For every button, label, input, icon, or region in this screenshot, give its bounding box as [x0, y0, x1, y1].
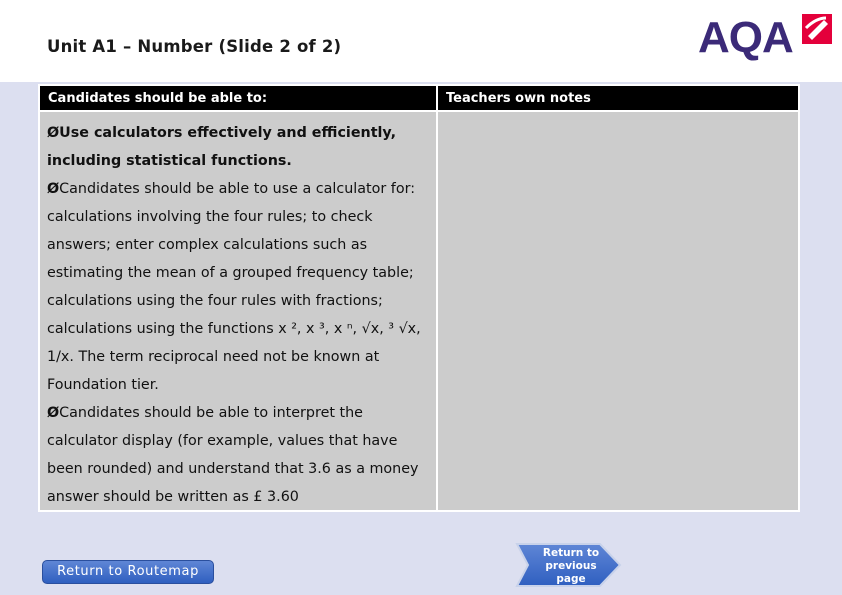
- bullet-text: Use calculators effectively and efficiently, including statistical functions.: [47, 125, 397, 169]
- prev-button-label: [534, 547, 608, 586]
- column-header-candidates: Candidates should be able to:: [39, 85, 437, 111]
- logo-text: AQA: [698, 13, 793, 62]
- bullet-item: [47, 175, 429, 399]
- bullet-text: Candidates should be able to use a calculator for: calculations involving the four rules; to check answers; enter complex calculations such as estimating the mean of a grouped frequency table; calculations using the four rules with fractions; calculations using the functions x ², x ³, x ⁿ, √x, ³ √x, 1/x. The term reciprocal need not be known at Foundation tier.: [47, 181, 421, 393]
- prev-label-line: Return to: [542, 547, 600, 559]
- bullet-text: Candidates should be able to interpret the calculator display (for example, values that have been rounded) and understand that 3.6 as a money answer should be written as £ 3.60: [47, 405, 419, 505]
- aqa-logo: [698, 12, 834, 64]
- bullet-item: [47, 119, 429, 175]
- return-to-routemap-button[interactable]: Return to Routemap: [42, 560, 214, 584]
- arrow-bullet-icon: Ø: [47, 181, 60, 197]
- teachers-notes-cell[interactable]: [437, 111, 799, 511]
- slide-header: [0, 0, 842, 82]
- candidates-cell: [39, 111, 437, 511]
- logo-mark-icon: [802, 14, 832, 44]
- column-header-notes: Teachers own notes: [437, 85, 799, 111]
- arrow-bullet-icon: Ø: [47, 125, 60, 141]
- bullet-item: [47, 399, 429, 511]
- prev-label-line: page: [556, 573, 586, 585]
- return-to-previous-page-button[interactable]: [514, 541, 624, 589]
- prev-label-line: previous: [545, 560, 597, 572]
- page-title: Unit A1 – Number (Slide 2 of 2): [47, 37, 342, 56]
- arrow-bullet-icon: Ø: [47, 405, 60, 421]
- content-table: [38, 84, 800, 512]
